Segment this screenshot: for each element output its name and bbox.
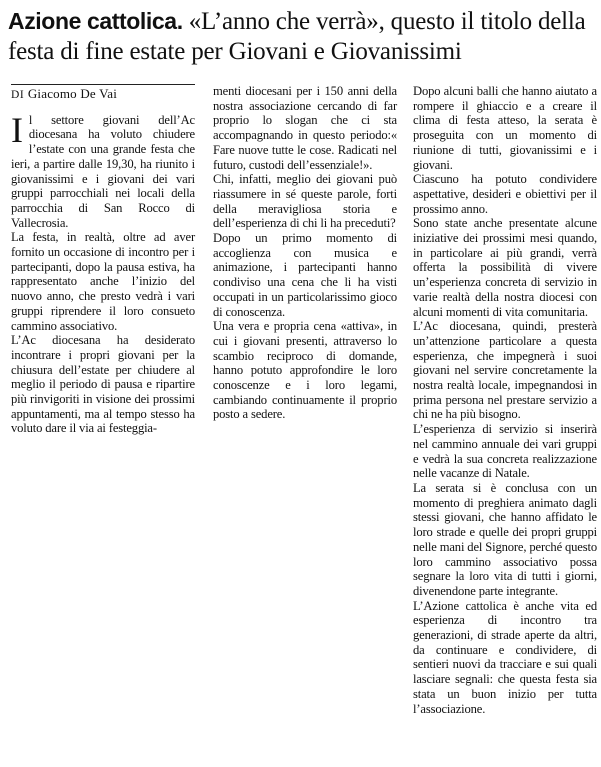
paragraph: Una vera e propria cena «attiva», in cui i giovani presenti, attraverso lo scambio reciproco di domande, hanno potuto approfondire le loro conoscenze e i loro legami, cambiando continuamente il proprio posto a sedere. <box>213 319 397 422</box>
byline-prefix: DI <box>11 89 25 101</box>
article-headline <box>8 6 598 67</box>
headline-kicker: Azione cattolica. <box>8 8 183 34</box>
paragraph-text: l settore giovani dell’Ac diocesana ha voluto chiudere l’estate con una grande festa che ieri, a partire dalle 19,30, ha riunito i giovanissimi e i giovani dei vari gruppi parrocchiali nei locali della parrocchia di San Rocco di Vallecrosia. <box>11 112 195 230</box>
article-column-3 <box>413 84 597 716</box>
paragraph: Dopo un primo momento di accoglienza con musica e animazione, i partecipanti hanno condiviso una cena che li ha visti occupati in un particolarissimo gioco di conoscenza. <box>213 231 397 319</box>
byline-author: Giacomo De Vai <box>27 86 118 101</box>
paragraph: L’Ac diocesana, quindi, presterà un’attenzione particolare a questa esperienza, che impegnerà i suoi giovani nel servire concretamente la nostra realtà locale, impegnandosi in prima persona nel prestare servizio a chi ne ha più bisogno. <box>413 319 597 422</box>
paragraph: La serata si è conclusa con un momento di preghiera animato dagli stessi giovani, che hanno affidato le loro strade e quelle dei propri gruppi nelle mani del Signore, perché questo loro cammino associativo possa segnare la loro vita di tutti i giorni, divenendone parte integrante. <box>413 480 597 598</box>
paragraph: Chi, infatti, meglio dei giovani può riassumere in sé queste parole, forti della meravigliosa storia e dell’esperienza di chi li ha preceduti? <box>213 172 397 231</box>
byline-block <box>11 84 195 103</box>
paragraph: menti diocesani per i 150 anni della nostra associazione cercando di far proprio lo slogan che ci sta accompagnando in questo periodo:« Fare nuove tutte le cose. Radicati nel futuro, custodi dell’essenziale!». <box>213 84 397 172</box>
headline-title: «L’anno che verrà», questo il titolo della festa di fine estate per Giovani e Giovanissimi <box>8 8 586 65</box>
article-column-2 <box>213 84 397 422</box>
paragraph: Sono state anche presentate alcune iniziative dei prossimi mesi quando, in particolare ai più grandi, verrà offerta la possibilità di vivere un’esperienza concreta di servizio in varie realtà della nostra diocesi con alcuni momenti di vita comunitaria. <box>413 216 597 319</box>
paragraph: L’esperienza di servizio si inserirà nel cammino annuale dei vari gruppi e vedrà la sua concreta realizzazione nelle vacanze di Natale. <box>413 422 597 481</box>
paragraph: L’Azione cattolica è anche vita ed esperienza di incontro tra generazioni, di strade aperte da altri, da continuare e condividere, di sentieri nuovi da tracciare e sui quali lasciare segnali: che questa festa sia stata un buon inizio per tutta l’associazione. <box>413 598 597 716</box>
drop-cap: I <box>11 109 23 150</box>
byline <box>11 87 195 103</box>
paragraph: Ciascuno ha potuto condividere aspettative, desideri e obiettivi per il prossimo anno. <box>413 172 597 216</box>
paragraph: La festa, in realtà, oltre ad aver fornito un occasione di incontro per i partecipanti, dopo la pausa estiva, ha rappresentato anche l’inizio del nuovo anno, che presto vedrà i vari gruppi riprendere il loro consueto cammino associativo. <box>11 230 195 333</box>
paragraph: L’Ac diocesana ha desiderato incontrare i propri giovani per la chiusura dell’estate per chiudere al meglio il periodo di pausa e ripartire più rinvigoriti in visione dei prossimi appuntamenti, ma al tempo stesso ha voluto dare il via ai festeggia- <box>11 333 195 436</box>
article-column-1 <box>11 84 195 436</box>
paragraph: Dopo alcuni balli che hanno aiutato a rompere il ghiaccio e a creare il clima di festa atteso, la serata è proseguita con un momento di riunione di tutti, giovanissimi e i giovani. <box>413 84 597 172</box>
byline-rule <box>11 84 195 85</box>
paragraph <box>11 109 195 231</box>
